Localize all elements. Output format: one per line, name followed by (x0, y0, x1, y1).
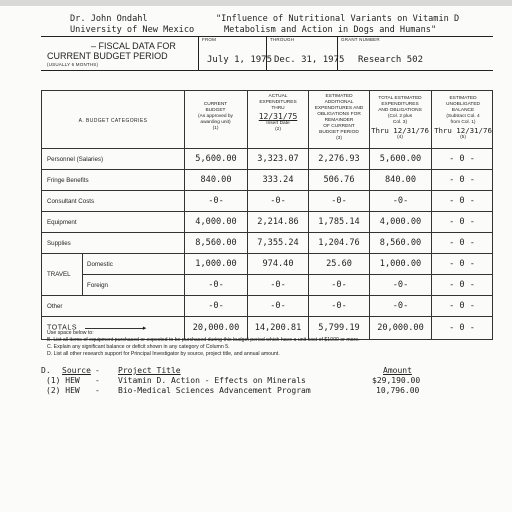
row-label-consultant: Consultant Costs (42, 191, 185, 212)
personnel-col-3: 2,276.93 (309, 149, 370, 170)
col1-line: (As approved by (198, 114, 233, 119)
col2-handwritten-date: 12/31/75 (258, 112, 298, 121)
investigator-block (70, 14, 194, 36)
scan-top-edge (0, 0, 512, 6)
support-row-2-title: Bio-Medical Sciences Advancement Program (118, 386, 311, 395)
fringe-col-3: 506.76 (309, 170, 370, 191)
col3-line: OBLIGATIONS FOR (317, 112, 361, 117)
supplies-col-3: 1,204.76 (309, 233, 370, 254)
instruction-b: B. List all items of equipment purchased or expected to be purchased during this budget period which have a unit cost of $1000 or more. (47, 337, 360, 343)
col4-line: AND OBLIGATIONS (378, 108, 422, 113)
col4-line: (4) (397, 135, 403, 140)
personnel-col-1: 5,600.00 (185, 149, 248, 170)
table-row (42, 191, 493, 212)
foreign-col-5: - 0 - (432, 275, 493, 296)
support-row-2-amount: 10,796.00 (376, 386, 420, 395)
table-row (42, 275, 493, 296)
col4-line: Col. 3) (392, 120, 408, 125)
col5-line: (5) (460, 135, 466, 140)
table-row (42, 296, 493, 317)
equipment-col-2: 2,214.86 (248, 212, 309, 233)
col3-line: OF CURRENT (323, 124, 355, 129)
col2-line: ACTUAL (268, 94, 288, 99)
table-row (42, 212, 493, 233)
personnel-col-2: 3,323.07 (248, 149, 309, 170)
equipment-col-3: 1,785.14 (309, 212, 370, 233)
table-row (42, 254, 493, 275)
amount-header: Amount (383, 366, 412, 375)
col-header-1 (185, 102, 246, 132)
consultant-col-5: - 0 - (432, 191, 493, 212)
grant-number-label: GRANT NUMBER (341, 37, 380, 42)
fiscal-label-line1: – FISCAL DATA FOR (91, 41, 176, 51)
from-value: July 1, 1975 (207, 55, 273, 65)
row-label-equipment: Equipment (42, 212, 185, 233)
other-col-3: -0- (309, 296, 370, 317)
fiscal-label-note: (USUALLY 6 MONTHS) (47, 62, 99, 67)
consultant-col-2: -0- (248, 191, 309, 212)
foreign-col-1: -0- (185, 275, 248, 296)
source-header: Source (62, 366, 91, 375)
fiscal-label-line2: CURRENT BUDGET PERIOD (47, 51, 168, 61)
domestic-col-3: 25.60 (309, 254, 370, 275)
col5-line: BALANCE (451, 108, 475, 113)
support-row-1-title: Vitamin D. Action - Effects on Minerals (118, 376, 306, 385)
totals-col-3: 5,799.19 (309, 317, 370, 340)
supplies-col-1: 8,560.00 (185, 233, 248, 254)
domestic-col-1: 1,000.00 (185, 254, 248, 275)
project-title-block (216, 14, 486, 36)
col-header-3 (309, 94, 369, 142)
col1-line: (1) (212, 126, 219, 131)
through-value: Dec. 31, 1975 (274, 55, 345, 65)
totals-col-1: 20,000.00 (185, 317, 248, 340)
instructions-block (47, 330, 360, 358)
support-row-1-amount: $29,190.00 (372, 376, 421, 385)
fringe-col-1: 840.00 (185, 170, 248, 191)
col2-line: THRU (271, 106, 285, 111)
project-title-line2: Metabolism and Action in Dogs and Humans" (224, 25, 437, 35)
col5-line: (Subtract Col. 4 (446, 114, 480, 119)
table-row (42, 233, 493, 254)
category-header: A. BUDGET CATEGORIES (78, 117, 148, 124)
supplies-col-4: 8,560.00 (370, 233, 432, 254)
equipment-col-4: 4,000.00 (370, 212, 432, 233)
col5-line: UNOBLIGATED (445, 102, 481, 107)
fringe-col-2: 333.24 (248, 170, 309, 191)
col5-line: from Col. 1) (450, 120, 476, 125)
totals-col-2: 14,200.81 (248, 317, 309, 340)
other-col-2: -0- (248, 296, 309, 317)
row-label-supplies: Supplies (42, 233, 185, 254)
totals-arrow-icon: ▸ (142, 325, 147, 332)
row-label-domestic: Domestic (83, 254, 185, 275)
col-header-4 (368, 96, 432, 141)
equipment-col-1: 4,000.00 (185, 212, 248, 233)
consultant-col-4: -0- (370, 191, 432, 212)
personnel-col-4: 5,600.00 (370, 149, 432, 170)
domestic-col-2: 974.40 (248, 254, 309, 275)
investigator-name: Dr. John Ondahl (70, 14, 148, 24)
col3-line: REMAINDER (324, 118, 354, 123)
col3-line: (3) (336, 136, 342, 141)
instruction-c: C. Explain any significant balance or deficit shown in any category of Column 5. (47, 344, 230, 350)
support-row-2-dash: - (95, 386, 100, 395)
col1-line: BUDGET (205, 108, 226, 113)
domestic-col-5: - 0 - (432, 254, 493, 275)
row-label-personnel: Personnel (Salaries) (42, 149, 185, 170)
totals-col-5: - 0 - (432, 317, 493, 340)
totals-label: TOTALS (47, 324, 78, 332)
supplies-col-5: - 0 - (432, 233, 493, 254)
col5-handwritten-date: Thru 12/31/76 (434, 126, 492, 135)
supplies-col-2: 7,355.24 (248, 233, 309, 254)
col4-line: (Col. 2 plus (387, 114, 413, 119)
col2-line: EXPENDITURES (259, 100, 297, 105)
category-header-cell (42, 91, 185, 149)
instruction-d: D. List all other research support for Principal Investigator by source, project title, and annual amount. (47, 351, 280, 357)
equipment-col-5: - 0 - (432, 212, 493, 233)
totals-arrow-line (85, 328, 143, 329)
other-col-5: - 0 - (432, 296, 493, 317)
col1-line: CURRENT (203, 102, 228, 107)
header-divider-from (198, 36, 199, 70)
row-label-travel: TRAVEL (42, 254, 83, 296)
col5-line: ESTIMATED (449, 96, 477, 101)
col-header-2 (248, 94, 308, 133)
fringe-col-5: - 0 - (432, 170, 493, 191)
domestic-col-4: 1,000.00 (370, 254, 432, 275)
other-col-1: -0- (185, 296, 248, 317)
support-row-1-source: (1) HEW (46, 376, 80, 385)
foreign-col-4: -0- (370, 275, 432, 296)
table-row (42, 149, 493, 170)
col4-line: EXPENDITURES (381, 102, 419, 107)
support-row-2-source: (2) HEW (46, 386, 80, 395)
col4-handwritten-date: Thru 12/31/76 (371, 126, 429, 135)
col3-line: BUDGET PERIOD (319, 130, 359, 135)
project-title-line1: "Influence of Nutritional Variants on Vitamin D (216, 14, 460, 24)
col4-line: TOTAL ESTIMATED (378, 96, 422, 101)
from-label: FROM (202, 37, 217, 42)
table-row (42, 170, 493, 191)
instructions-intro: Use space below to: (47, 330, 94, 336)
through-label: THROUGH (270, 37, 295, 42)
header-rule-bottom (41, 70, 493, 71)
header-dash: - (95, 366, 100, 375)
col3-line: ADDITIONAL (324, 100, 354, 105)
col1-line: awarding unit) (200, 120, 231, 125)
row-label-fringe: Fringe Benefits (42, 170, 185, 191)
foreign-col-3: -0- (309, 275, 370, 296)
project-title-header: Project Title (118, 366, 181, 375)
foreign-col-2: -0- (248, 275, 309, 296)
row-label-foreign: Foreign (83, 275, 185, 296)
col2-line: (2) (275, 127, 281, 132)
col3-line: ESTIMATED (325, 94, 353, 99)
personnel-col-5: - 0 - (432, 149, 493, 170)
grant-number-value: Research 502 (358, 55, 424, 65)
institution-name: University of New Mexico (70, 25, 195, 35)
consultant-col-1: -0- (185, 191, 248, 212)
section-d-label: D. (41, 366, 51, 375)
row-label-other: Other (42, 296, 185, 317)
col-header-5 (432, 96, 494, 141)
col2-line: Insert Date (266, 121, 290, 126)
consultant-col-3: -0- (309, 191, 370, 212)
fringe-col-4: 840.00 (370, 170, 432, 191)
support-row-1-dash: - (95, 376, 100, 385)
totals-col-4: 20,000.00 (370, 317, 432, 340)
header-rule-top (41, 36, 493, 37)
other-col-4: -0- (370, 296, 432, 317)
col3-line: EXPENDITURES AND (314, 106, 364, 111)
